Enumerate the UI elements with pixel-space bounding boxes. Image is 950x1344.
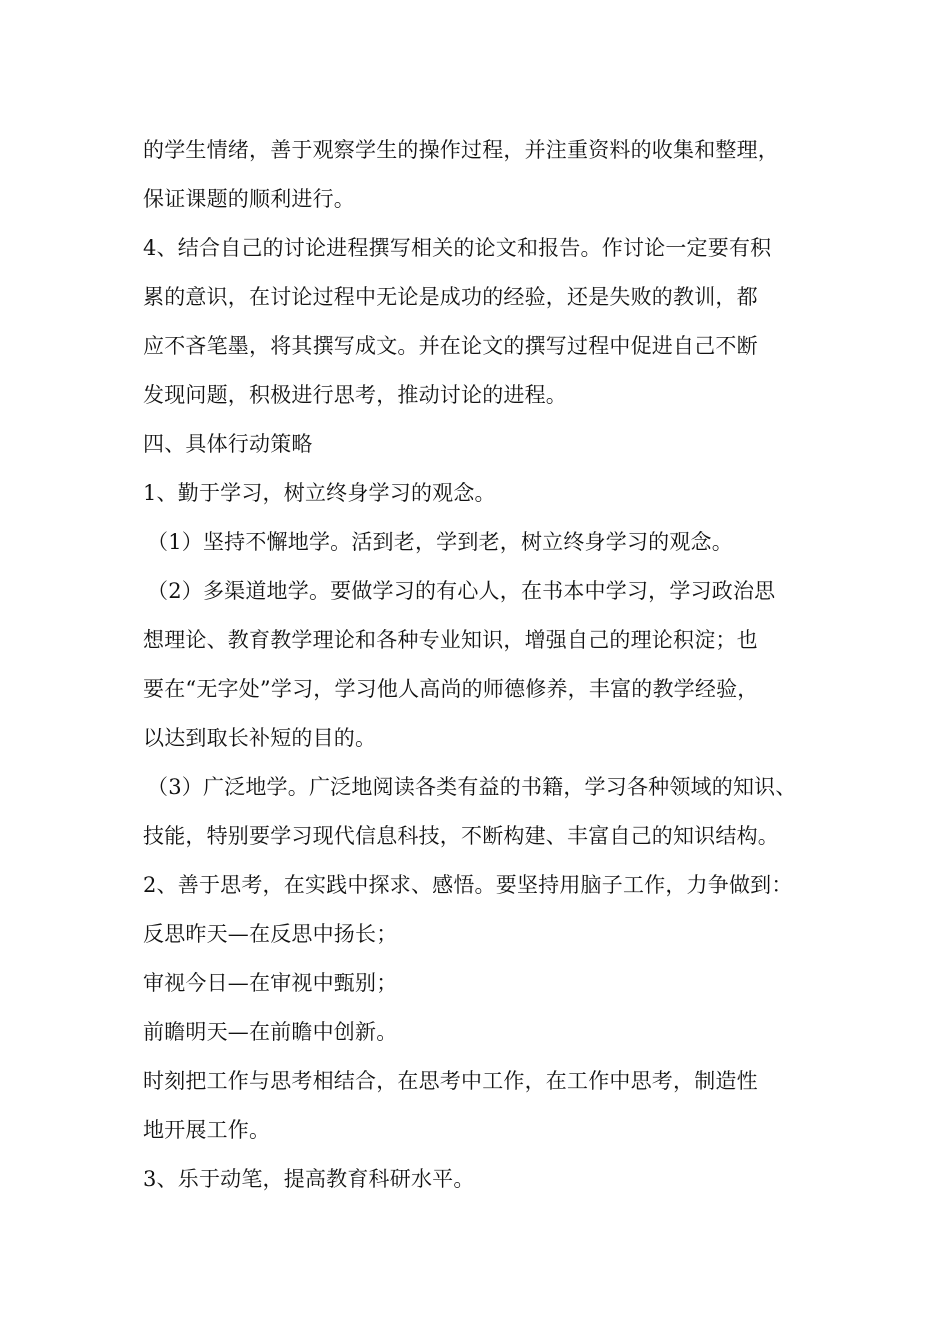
text-line: （3）广泛地学。广泛地阅读各类有益的书籍，学习各种领域的知识、 [147,775,797,799]
text-line: 技能，特别要学习现代信息科技，不断构建、丰富自己的知识结构。 [143,824,779,848]
paragraph-12 [143,1057,843,1155]
heading-line: 四、具体行动策略 [143,432,313,456]
text-line: 要在“无字处”学习，学习他人高尚的师德修养，丰富的教学经验， [143,677,759,701]
text-line: 反思昨天—在反思中扬长； [143,922,398,946]
paragraph-10 [143,959,843,1008]
text-line: 应不吝笔墨，将其撰写成文。并在论文的撰写过程中促进自己不断 [143,334,758,358]
text-line: 发现问题，积极进行思考，推动讨论的进程。 [143,383,567,407]
text-line: 4、结合自己的讨论进程撰写相关的论文和报告。作讨论一定要有积 [143,236,772,260]
text-line: 1、勤于学习，树立终身学习的观念。 [143,481,496,505]
text-line: 保证课题的顺利进行。 [143,187,355,211]
text-line: 累的意识，在讨论过程中无论是成功的经验，还是失败的教训，都 [143,285,758,309]
paragraph-5 [143,518,843,567]
text-line: 以达到取长补短的目的。 [143,726,377,750]
paragraph-4 [143,469,843,518]
paragraph-8 [143,861,843,910]
text-line: 前瞻明天—在前瞻中创新。 [143,1020,398,1044]
text-line: 审视今日—在审视中甄别； [143,971,398,995]
paragraph-9 [143,910,843,959]
text-line: 3、乐于动笔，提高教育科研水平。 [143,1167,475,1191]
text-line: 时刻把工作与思考相结合，在思考中工作，在工作中思考，制造性 [143,1069,758,1093]
section-heading [143,420,843,469]
document-body [143,126,843,1204]
paragraph-6 [143,567,843,763]
paragraph-1 [143,126,843,224]
paragraph-7 [143,763,843,861]
text-line: 想理论、教育教学理论和各种专业知识，增强自己的理论积淀；也 [143,628,758,652]
paragraph-11 [143,1008,843,1057]
text-line: 2、善于思考，在实践中探求、感悟。要坚持用脑子工作，力争做到： [143,873,793,897]
text-line: 地开展工作。 [143,1118,271,1142]
text-line: （2）多渠道地学。要做学习的有心人，在书本中学习，学习政治思 [147,579,776,603]
text-line: （1）坚持不懈地学。活到老，学到老，树立终身学习的观念。 [147,530,733,554]
text-line: 的学生情绪，善于观察学生的操作过程，并注重资料的收集和整理， [143,138,779,162]
paragraph-2 [143,224,843,420]
paragraph-13 [143,1155,843,1204]
